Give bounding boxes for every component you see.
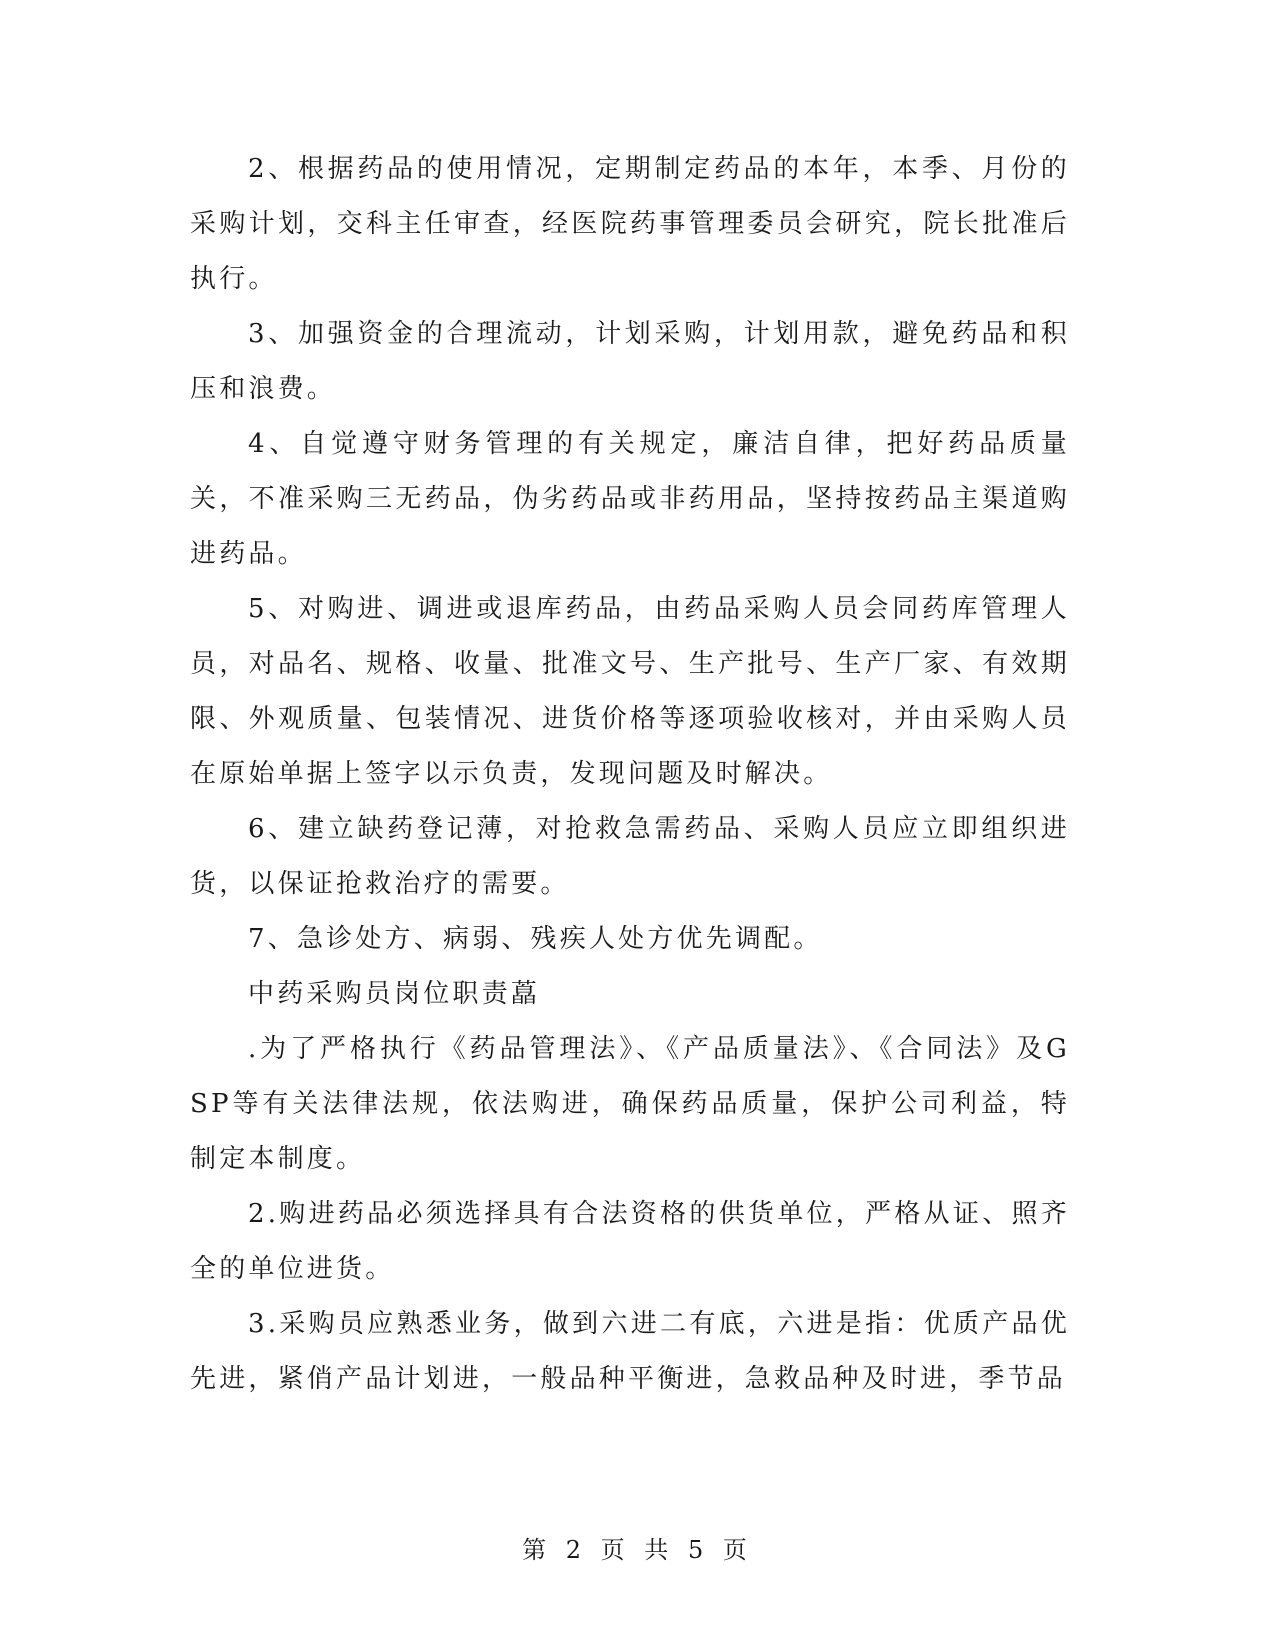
paragraph-rule-1: .为了严格执行《药品管理法》、《产品质量法》、《合同法》及GSP等有关法律法规，依法购进，确保药品质量，保护公司利益，特制定本制度。 [190,1034,1070,1174]
paragraph-item-7: 7、急诊处方、病弱、残疾人处方优先调配。 [248,924,823,954]
page-number-footer: 第 2 页 共 5 页 [522,1536,753,1564]
paragraph-rule-2: 2.购进药品必须选择具有合法资格的供货单位，严格从证、照齐全的单位进货。 [190,1199,1070,1284]
paragraph-item-3: 3、加强资金的合理流动，计划采购，计划用款，避免药品和积压和浪费。 [190,319,1070,404]
paragraph-item-5: 5、对购进、调进或退库药品，由药品采购人员会同药库管理人员，对品名、规格、收量、批准文号、生产批号、生产厂家、有效期限、外观质量、包装情况、进货价格等逐项验收核对，并由采购人员在原始单据上签字以示负责，发现问题及时解决。 [190,594,1070,789]
paragraph-item-6: 6、建立缺药登记薄，对抢救急需药品、采购人员应立即组织进货，以保证抢救治疗的需要。 [190,814,1070,899]
document-body [190,142,1070,1407]
paragraph-rule-3: 3.采购员应熟悉业务，做到六进二有底，六进是指：优质产品优先进，紧俏产品计划进，一般品种平衡进，急救品种及时进，季节品 [190,1309,1070,1394]
paragraph-item-2: 2、根据药品的使用情况，定期制定药品的本年，本季、月份的采购计划，交科主任审查，经医院药事管理委员会研究，院长批准后执行。 [190,154,1070,294]
paragraph-item-4: 4、自觉遵守财务管理的有关规定，廉洁自律，把好药品质量关，不准采购三无药品，伪劣药品或非药用品，坚持按药品主渠道购进药品。 [190,429,1070,569]
section-heading: 中药采购员岗位职责藠 [248,979,541,1009]
